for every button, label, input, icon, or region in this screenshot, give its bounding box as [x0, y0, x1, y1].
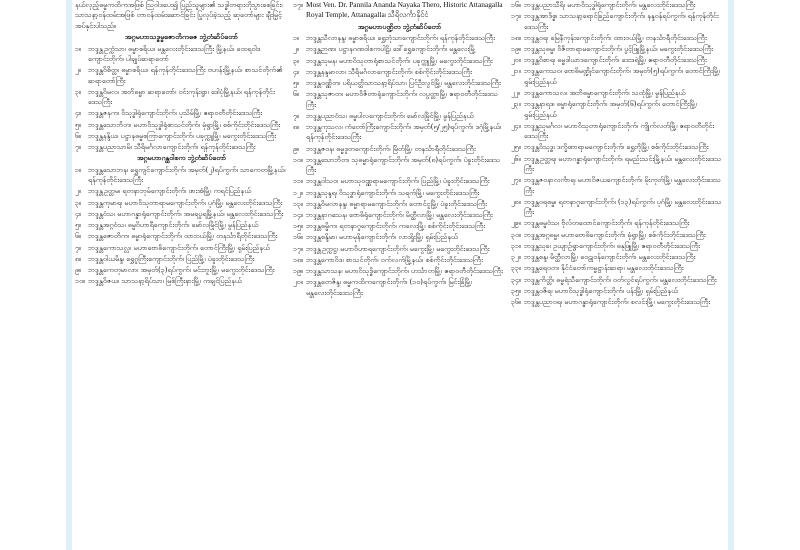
- item-number: ၃၀။: [511, 229, 522, 239]
- item-number: ၃။: [293, 55, 300, 65]
- item-text: ဘဒ္ဒန္တဝရ၊ မြေနီကုန်းကျောင်းတိုက်၊ ထားဝယ်မြို့၊ တနင်္သာရီတိုင်းဒေသကြီး: [524, 32, 707, 42]
- item-number: ၇။: [75, 142, 82, 152]
- item-number: ၁၇။: [293, 0, 304, 9]
- list-item: [75, 231, 288, 241]
- list-item: [511, 241, 724, 251]
- list-item: [75, 142, 288, 152]
- item-number: ၇။: [75, 242, 82, 252]
- award-list: [293, 33, 506, 298]
- award-list: [511, 0, 724, 307]
- item-number: ၅။: [75, 220, 82, 230]
- item-text: ဘဒ္ဒန္တကိတ္တိ၊ ဓမ္မရံသီကျောင်းတိုက်၊ ဝတ်လွင်ရပ်ကွက်၊ မန္တလေးတိုင်းဒေသကြီး: [524, 274, 717, 284]
- item-text: ဘဒ္ဒန္တသုန္ဒရ၊ ဝိသုဒ္ဓာရုံကျောင်းတိုက်၊ သရက်မြို့၊ မကွေးတိုင်းဒေသကြီး: [306, 187, 480, 197]
- item-text: ဘဒ္ဒန္တအဂ္ဂဝံသ၊ ဓမ္မဝိဟာရီကျောင်းတိုက်၊ မော်လမြိုင်မြို့၊ မွန်ပြည်နယ်: [88, 220, 259, 230]
- item-text: ဘဒ္ဒန္တသုခ၊ ဥယျာဉ်ရွာကျောင်းတိုက်၊ ဓနုဖြူမြို့၊ ဧရာဝတီတိုင်းဒေသကြီး: [524, 240, 700, 250]
- item-number: ၄။: [75, 108, 82, 118]
- item-text: ဘဒ္ဒန္တသုမင်္ဂလ၊ မဟာဝိသုတာရုံကျောင်းတိုက်၊ ကျိုက်လတ်မြို့၊ ဧရာဝတီတိုင်းဒေသကြီး: [524, 120, 715, 141]
- list-item: [75, 209, 288, 219]
- list-item: [293, 199, 506, 209]
- item-number: ၁။: [75, 43, 82, 53]
- list-item: [293, 0, 506, 21]
- item-number: ၁၁။: [293, 176, 304, 186]
- item-number: ၁၇။: [511, 11, 522, 21]
- item-number: ၈။: [75, 253, 82, 263]
- item-number: ၃၄။: [511, 274, 522, 284]
- item-number: ၂၃။: [511, 99, 521, 109]
- item-text: ဘဒ္ဒန္တနာရဒ၊ ဓမ္မာရုံကျောင်းတိုက်၊ အမှတ်(၆)ရပ်ကွက်၊ တောင်ကြီးမြို့၊ ရှမ်းပြည်နယ်: [524, 99, 697, 119]
- list-item: [511, 275, 724, 285]
- item-number: ၂၉။: [511, 218, 521, 228]
- list-item: [75, 108, 288, 118]
- item-number: ၆။: [293, 89, 300, 99]
- item-text: ဘဒ္ဒန္တအဂ္ဂဓမ္မ၊ မဟာဗောဓိကျောင်းတိုက်၊ မုံရွာမြို့၊ စစ်ကိုင်းတိုင်းဒေသကြီး: [524, 229, 706, 239]
- item-text: ဘဒ္ဒန္တဥတ္တမ၊ ရတနာဘုမ်ကျောင်းတိုက်၊ ဖားအံမြို့၊ ကရင်ပြည်နယ်: [88, 186, 252, 196]
- list-item: [511, 297, 724, 307]
- item-text: ဘဒ္ဒန္တပညာသီရိ၊ မဟာဝိသုဒ္ဓါရုံကျောင်းတိုက်၊ မန္တလေးတိုင်းဒေသကြီး: [524, 0, 696, 9]
- item-text: ဘဒ္ဒန္တဓမ္မဝံသ၊ ဗိုလ်တထောင်ကျောင်းတိုက်၊ ရန်ကုန်တိုင်းဒေသကြီး: [524, 218, 690, 228]
- item-number: ၅။: [75, 119, 82, 129]
- list-item: [293, 266, 506, 276]
- list-item: [511, 55, 724, 65]
- item-number: ၁၉။: [511, 44, 522, 54]
- item-text: ဘဒ္ဒန္တရေဝတ၊ နိုင်ငံတော်ကမ္မဋ္ဌာန်းဆရာ၊ မန္တလေးတိုင်းဒေသကြီး: [524, 263, 684, 273]
- list-item: [75, 44, 288, 65]
- list-item: [511, 263, 724, 273]
- item-text: ဘဒ္ဒန္တဥက္ကံသာ၊ ဓမ္မာစရိယ၊ မန္တလေးတိုင်းဒေသကြီး မြို့နယ်၊ ထေရဝါဒကျောင်းတိုက်၊ ပါချုပ်ဆရာတော်: [88, 43, 261, 64]
- list-item: [511, 0, 724, 10]
- item-number: ၁၇။: [293, 243, 304, 253]
- item-text: ဘဒ္ဒန္တကေသဝ၊ ဗောဓိမဏ္ဍိုင်ကျောင်းတိုက်၊ အမှတ်(၅)ရပ်ကွက်၊ တောင်ကြီးမြို့၊ ရှမ်းပြည်နယ်: [524, 66, 721, 86]
- list-item: [293, 210, 506, 220]
- list-item: [511, 252, 724, 262]
- list-item: [293, 221, 506, 231]
- item-number: ၂၀။: [293, 277, 303, 287]
- item-text: ဘဒ္ဒန္တဝံသ၊ မဟာဂန္ဓာရုံကျောင်းတိုက်၊ အမရပူရမြို့နယ်၊ မန္တလေးတိုင်းဒေသကြီး: [88, 208, 284, 218]
- item-number: ၁၈။: [293, 254, 304, 264]
- item-number: ၆။: [75, 231, 82, 241]
- item-text: ဘဒ္ဒန္တပညာဝရ၊ မဟာဂန္ဓာရုံကျောင်းတိုက်၊ စလင်းမြို့၊ မကွေးတိုင်းဒေသကြီး: [524, 296, 711, 306]
- item-number: ၂၈။: [511, 196, 521, 206]
- item-number: ၁၅။: [293, 221, 304, 231]
- item-text: ဘဒ္ဒန္တကောသလ္လ၊ မဟာဗောဓိကျောင်းတိုက်၊ တောင်ကြီးမြို့၊ ရှမ်းပြည်နယ်: [88, 242, 270, 252]
- item-number: ၄။: [293, 66, 300, 76]
- item-text: ဘဒ္ဒန္တဝိမလ၊ အဘိဓမ္မာ ဆရာတော်၊ ဝင်းကုန်းရွာ၊ ဒေါပုံမြို့နယ်၊ ရန်ကုန်တိုင်းဒေသကြီး: [88, 86, 275, 107]
- item-text: ဘဒ္ဒန္တတေဇိန္ဒ၊ ဓမ္မကထိကကျောင်းတိုက်၊ (၁၀)ရပ်ကွက်၊ မြင်းခြံမြို့၊ မန္တလေးတိုင်းဒေသကြီး: [306, 277, 473, 297]
- item-text: ဘဒ္ဒန္တဇဝန၊ ဓမ္မဒူတကျောင်းတိုက်၊ မြိတ်မြို့၊ တနင်္သာရီတိုင်းဒေသကြီး: [306, 143, 476, 153]
- list-item: [511, 286, 724, 296]
- item-number: ၇။: [293, 110, 300, 120]
- item-text: ဘဒ္ဒန္တစန္ဒိမာ၊ မဟာမုနိကျောင်းတိုက်၊ လားရှိုးမြို့၊ ရှမ်းပြည်နယ်: [306, 232, 458, 242]
- list-item: [511, 154, 724, 175]
- item-text: ဘဒ္ဒန္တဝိစိတ္တ၊ ဓမ္မာစရိယ၊ ရန်ကုန်တိုင်းဒေသကြီး ဗဟန်းမြို့နယ်၊ စာသင်တိုက်၏ ဆရာတော်ကြီး: [88, 65, 283, 85]
- item-text: ဘဒ္ဒန္တစန္ဒ၊ မိတ္ထီလာမြို့၊ ဝေဠုဝန်ကျောင်းတိုက်၊ မန္တလေးတိုင်းဒေသကြီး: [524, 252, 696, 262]
- list-item: [293, 44, 506, 54]
- list-item: [293, 89, 506, 110]
- list-item: [511, 33, 724, 43]
- column-middle: [293, 0, 506, 550]
- item-number: ၁၂။: [293, 187, 303, 197]
- item-number: ၂၄။: [511, 120, 521, 130]
- item-text: ဘဒ္ဒန္တဝိဇယ၊ သာသနာ့ရိပ်သာ၊ မြစ်ကြီးနားမြို့၊ ကချင်ပြည်နယ်: [88, 276, 242, 286]
- item-number: ၉။: [75, 264, 82, 274]
- item-text: ဘဒ္ဒန္တသောဘိတ၊ မဟာဝိသုဒ္ဓါရုံစာသင်တိုက်၊ မုံရွာမြို့၊ စစ်ကိုင်းတိုင်းဒေသကြီး: [88, 119, 281, 129]
- list-item: [75, 120, 288, 130]
- item-number: ၁။: [75, 164, 82, 174]
- item-text: ဘဒ္ဒန္တကောသလ၊ အဘိဓမ္မာကျောင်းတိုက်၊ သထုံမြို့၊ မွန်ပြည်နယ်: [524, 88, 686, 98]
- item-text: ဘဒ္ဒန္တဝရဓမ္မ၊ ရတနာဂူကျောင်းတိုက်၊ (၁၃)ရပ်ကွက်၊ ပုဂံမြို့၊ မန္တလေးတိုင်းဒေသကြီး: [524, 196, 722, 217]
- list-item: [75, 198, 288, 208]
- section-heading: အဂ္ဂမဟာပဏ္ဍိတ ဘွဲ့တံဆိပ်တော်: [357, 21, 442, 31]
- item-text: ဘဒ္ဒန္တကောဝိဒ၊ စာသင်တိုက်၊ ဝက်လက်မြို့နယ်၊ စစ်ကိုင်းတိုင်းဒေသကြီး: [306, 254, 483, 264]
- item-text: ဘဒ္ဒန္တဥက္ကဋ္ဌ၊ မဟာဝိဟာရကျောင်းတိုက်၊ မကွေးမြို့၊ မကွေးတိုင်းဒေသကြီး: [306, 243, 490, 253]
- item-number: ၂၇။: [511, 175, 521, 185]
- list-item: [75, 220, 288, 230]
- list-item: [511, 99, 724, 120]
- item-number: ၃။: [75, 197, 82, 207]
- list-item: [75, 131, 288, 141]
- item-text: ဘဒ္ဒန္တဥတ္တရ၊ မဟာဂန္ဓာရုံကျောင်းတိုက်၊ ရမည်းသင်းမြို့နယ်၊ မန္တလေးတိုင်းဒေသကြီး: [524, 153, 722, 174]
- item-number: ၂၂။: [511, 88, 521, 98]
- item-number: ၁၆။: [511, 0, 522, 9]
- list-item: [293, 188, 506, 198]
- item-number: ၃၂။: [511, 252, 521, 262]
- item-text: ဘဒ္ဒန္တဝိစာရ၊ ဓမ္မဒါယာဒကျောင်းတိုက်၊ ဒေးဒရဲမြို့၊ ဧရာဝတီတိုင်းဒေသကြီး: [524, 55, 707, 65]
- document-page: [72, 0, 728, 550]
- list-item: [511, 142, 724, 152]
- item-number: ၁၆။: [293, 232, 304, 242]
- item-text: ဘဒ္ဒန္တသောဘန၊ ရွှေကျင်ကျောင်းတိုက်၊ အမှတ်(၂)ရပ်ကွက်၊ သာကေတမြို့နယ်၊ ရန်ကုန်တိုင်းဒေသကြီး: [88, 164, 286, 185]
- item-text: ဘဒ္ဒန္တပညာဝံသ၊ ဓမ္မပါလကျောင်းတိုက်၊ မော်လမြိုင်မြို့၊ မွန်ပြည်နယ်: [306, 110, 474, 120]
- item-number: ၂၁။: [511, 66, 521, 76]
- item-text: ဘဒ္ဒန္တဝါသဝ၊ မဟာသုဝဏ္ဏရာမကျောင်းတိုက်၊ ပြည်မြို့၊ ပဲခူးတိုင်းဒေသကြီး: [306, 176, 490, 186]
- item-text: ဘဒ္ဒန္တပညာသာမိ၊ သီရိမင်္ဂလာကျောင်းတိုက်၊ ရန်ကုန်တိုင်းဒေသကြီး: [88, 142, 256, 152]
- item-text: ဘဒ္ဒန္တဇောတိက၊ ဓမ္မာရုံကျောင်းတိုက်၊ ထားဝယ်မြို့၊ တနင်္သာရီတိုင်းဒေသကြီး: [88, 231, 278, 241]
- list-item: [293, 176, 506, 186]
- list-item: [75, 254, 288, 264]
- item-text: Most Ven. Dr. Pannila Ananda Nayaka Thero, Historic Attanagalla Royal Temple, Attanagalla၊ သီရိလင်္ကာနိုင်ငံ: [306, 0, 503, 20]
- item-number: ၃၅။: [511, 285, 522, 295]
- list-item: [75, 186, 288, 196]
- list-item: [293, 155, 506, 176]
- item-number: ၂၆။: [511, 153, 521, 163]
- list-item: [511, 175, 724, 196]
- list-item: [293, 144, 506, 154]
- list-item: [293, 232, 506, 242]
- list-item: [75, 165, 288, 186]
- item-number: ၃၁။: [511, 240, 522, 250]
- item-number: ၈။: [293, 122, 300, 132]
- list-item: [511, 88, 724, 98]
- item-text: ဘဒ္ဒန္တသုဓမ္မ၊ ဝိဇိတာရာမကျောင်းတိုက်၊ ပွင့်ဖြူမြို့နယ်၊ မကွေးတိုင်းဒေသကြီး: [524, 44, 713, 54]
- list-item: [511, 66, 724, 87]
- item-number: ၂၀။: [511, 55, 521, 65]
- item-number: ၁၀။: [293, 154, 304, 164]
- list-item: [293, 255, 506, 265]
- item-number: ၁၀။: [75, 276, 86, 286]
- item-text: ဘဒ္ဒန္တဉာဏ၊ ပဋ္ဌာနဂဏဝါစကပါဠိ၊ ဒေါ်ရွှေကျောင်းတိုက်၊ မန္တလေးမြို့: [306, 44, 476, 54]
- item-text: ဘဒ္ဒန္တသုဇာတ၊ မဟာဝိဇိတာရုံကျောင်းတိုက်၊ လပွတ္တာမြို့၊ ဧရာဝတီတိုင်းဒေသကြီး: [306, 89, 498, 109]
- list-item: [293, 67, 506, 77]
- item-number: ၁၃။: [293, 198, 304, 208]
- list-item: [511, 230, 724, 240]
- list-item: [75, 87, 288, 108]
- list-item: [75, 276, 288, 286]
- item-text: ဘဒ္ဒန္တဇနက၊ ဝိသုဒ္ဓါရုံကျောင်းတိုက်၊ ပုသိမ်မြို့၊ ဧရာဝတီတိုင်းဒေသကြီး: [88, 108, 263, 118]
- list-item: [293, 78, 506, 88]
- intro-paragraph: နယ်လှည့်ဓမ္မကထိကအဖြစ် ဩဝါဒပေး၍ ပြည်သူများ၏ သဒ္ဓါတရားတိုးပွားစေခြင်း၊ သာသနာ့ဝန်ထမ်းအဖြစ် တာဝန်ထမ်းဆောင်ခြင်း ပြုလုပ်ခဲ့သည့် ဆုတော်များ ချီးမြှင့်အပ်နှင်းပါသည်။: [75, 0, 283, 30]
- column-left: [75, 0, 288, 550]
- item-text: ဘဒ္ဒန္တကုမာရ၊ မဟာဝိသုတာရာမကျောင်းတိုက်၊ ပုဂံမြို့၊ မန္တလေးတိုင်းဒေသကြီး: [88, 197, 283, 207]
- item-text: ဘဒ္ဒန္တနန္ဒိယ၊ ပဋ္ဌာနဓမ္မစကြာကျောင်းတိုက်၊ ပခုက္ကူမြို့၊ မကွေးတိုင်းဒေသကြီး: [88, 130, 276, 140]
- list-item: [511, 218, 724, 228]
- list-item: [293, 122, 506, 143]
- item-number: ၉။: [293, 143, 300, 153]
- item-number: ၂၅။: [511, 142, 521, 152]
- item-number: ၂။: [293, 44, 299, 54]
- section-heading: အဂ္ဂမဟာဂန္ထဝါစက ဘွဲ့တံဆိပ်တော်: [136, 153, 227, 163]
- item-number: ၂။: [75, 65, 81, 75]
- item-text: ဘဒ္ဒန္တဝိသုဒ္ဓ၊ ဒက္ခိဏာရာမကျောင်းတိုက်၊ ရွှေဘိုမြို့၊ စစ်ကိုင်းတိုင်းဒေသကြီး: [524, 142, 709, 152]
- item-text: ဘဒ္ဒန္တသာသန၊ မဟာဝိသုဒ္ဓိကျောင်းတိုက်၊ ဟင်္သာတမြို့၊ ဧရာဝတီတိုင်းဒေသကြီး: [306, 266, 503, 276]
- item-text: ဘဒ္ဒန္တသုမန၊ မဟာဝိသုတာရုံစာသင်တိုက်၊ ပခုက္ကူမြို့၊ မကွေးတိုင်းဒေသကြီး: [306, 55, 493, 65]
- item-text: ဘဒ္ဒန္တကုသလ၊ ကံတော်ကြီးကျောင်းတိုက်၊ အမှတ်(၅/၂၅)ရပ်ကွက်၊ ဒဂုံမြို့နယ်၊ ရန်ကုန်တိုင်းဒေသကြီး: [306, 122, 502, 142]
- item-text: ဘဒ္ဒန္တကေတုမာလာ၊ အမှတ်(၃)ရပ်ကွက်၊ မင်းဘူးမြို့၊ မကွေးတိုင်းဒေသကြီး: [88, 264, 275, 274]
- item-text: ဘဒ္ဒန္တဇဝနာလင်္ကာရ၊ မဟာဝိဇယကျောင်းတိုက်၊ မိုးကုတ်မြို့၊ မန္တလေးတိုင်းဒေသကြီး: [524, 175, 721, 195]
- list-item: [75, 243, 288, 253]
- item-number: ၃။: [75, 86, 82, 96]
- item-number: ၁၈။: [511, 32, 522, 42]
- section-heading: အဂ္ဂမဟာသဒ္ဓမ္မဇောတိကဓဇ ဘွဲ့တံဆိပ်တော်: [125, 32, 238, 42]
- item-text: ဘဒ္ဒန္တဝါယမိန္ဒ၊ ရွှေဂူကြီးကျောင်းတိုက်၊ ပြည်မြို့၊ ပဲခူးတိုင်းဒေသကြီး: [88, 253, 255, 263]
- list-item: [511, 121, 724, 142]
- item-text: ဘဒ္ဒန္တနာဂသေန၊ ဗောဓိရုံကျောင်းတိုက်၊ မိတ္ထီလာမြို့၊ မန္တလေးတိုင်းဒေသကြီး: [306, 210, 493, 220]
- award-list: [75, 44, 288, 153]
- item-number: ၅။: [293, 78, 300, 88]
- list-item: [293, 111, 506, 121]
- page-frame: [66, 0, 734, 550]
- item-text: ဘဒ္ဒန္တဓမ္မိက၊ ရတနာဂူကျောင်းတိုက်၊ ကလေးမြို့၊ စစ်ကိုင်းတိုင်းဒေသကြီး: [306, 221, 486, 231]
- item-number: ၃၆။: [511, 296, 522, 306]
- list-item: [511, 44, 724, 54]
- list-item: [75, 265, 288, 275]
- item-number: ၁၄။: [293, 210, 304, 220]
- item-text: ဘဒ္ဒန္တသောဘိတ၊ သုဓမ္မာရုံကျောင်းတိုက်၊ အမှတ်(၈)ရပ်ကွက်၊ ပဲခူးတိုင်းဒေသကြီး: [306, 154, 501, 175]
- item-text: ဘဒ္ဒန္တဝိမလာနန္ဒ၊ ဓမ္မာရာမကျောင်းတိုက်၊ တောင်ငူမြို့၊ ပဲခူးတိုင်းဒေသကြီး: [306, 198, 487, 208]
- item-text: ဘဒ္ဒန္တသီလာနန္ဒ၊ ဓမ္မာစရိယ၊ ရွှေဘုံသာကျောင်းတိုက်၊ ရန်ကုန်တိုင်းဒေသကြီး: [306, 33, 495, 43]
- list-item: [293, 56, 506, 66]
- list-item: [511, 197, 724, 218]
- item-text: ဘဒ္ဒန္တအာဒိစ္စ၊ သာသနာ့ရောင်ခြည်ကျောင်းတိုက်၊ နန္ဒဝန်ရပ်ကွက်၊ ရန်ကုန်တိုင်းဒေသကြီး: [524, 11, 719, 31]
- item-number: ၂။: [75, 186, 81, 196]
- list-item: [75, 65, 288, 86]
- item-text: ဘဒ္ဒန္တနန္ဒမာလာ၊ သီရိမင်္ဂလာကျောင်းတိုက်၊ စစ်ကိုင်းတိုင်းဒေသကြီး: [306, 66, 472, 76]
- list-item: [293, 244, 506, 254]
- item-number: ၆။: [75, 130, 82, 140]
- award-list: [75, 165, 288, 287]
- item-text: ဘဒ္ဒန္တဝဏ္ဏိတ၊ ပရိယတ္တိသာသနာ့ရိပ်သာ၊ ပြင်ဦးလွင်မြို့၊ မန္တလေးတိုင်းဒေသကြီး: [306, 78, 501, 88]
- item-text: ဘဒ္ဒန္တဝဇိရ၊ မဟာဝိသုဒ္ဓါရုံကျောင်းတိုက်၊ ပန်းမြို့၊ ရှမ်းပြည်နယ်: [524, 285, 678, 295]
- item-number: ၄။: [75, 208, 82, 218]
- column-right: [511, 0, 724, 550]
- item-number: ၁။: [293, 33, 300, 43]
- list-item: [293, 33, 506, 43]
- item-number: ၃၃။: [511, 263, 522, 273]
- item-number: ၁၉။: [293, 266, 304, 276]
- list-item: [293, 277, 506, 298]
- list-item: [511, 11, 724, 32]
